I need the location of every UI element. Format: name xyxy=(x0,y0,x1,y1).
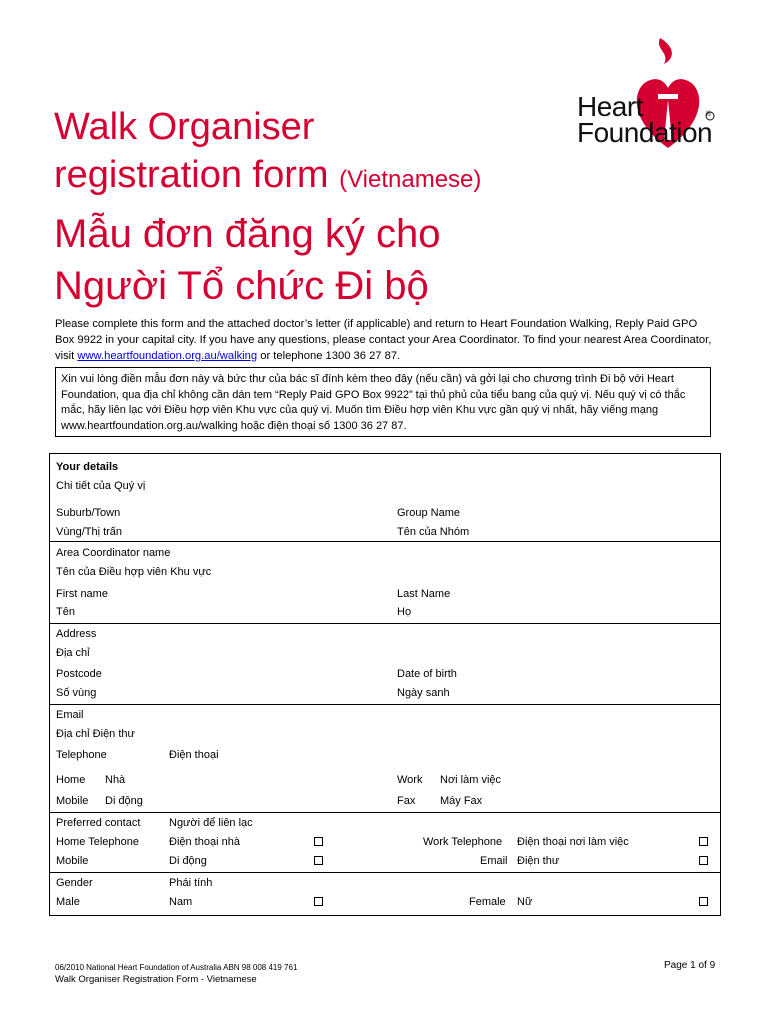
home-telephone-label: Home Telephone xyxy=(56,836,139,848)
female-label-vi: Nữ xyxy=(517,896,533,908)
male-label: Male xyxy=(56,896,80,908)
gender-label: Gender xyxy=(56,877,93,889)
date-of-birth-label: Date of birth xyxy=(397,668,457,680)
address-label-vi: Địa chỉ xyxy=(56,647,90,659)
footer xyxy=(55,962,297,986)
female-checkbox[interactable] xyxy=(699,897,708,906)
walking-link[interactable]: www.heartfoundation.org.au/walking xyxy=(77,350,258,362)
telephone-label: Telephone xyxy=(56,749,107,761)
email-label-vi: Địa chỉ Điện thư xyxy=(56,728,135,740)
your-details-heading: Your details xyxy=(56,461,119,473)
preferred-contact-label: Preferred contact xyxy=(56,817,141,829)
area-coordinator-label-vi: Tên của Điều hợp viên Khu vực xyxy=(56,566,212,578)
male-checkbox[interactable] xyxy=(314,897,323,906)
group-name-label: Group Name xyxy=(397,507,460,519)
intro-text-1: Please complete this form and the attached doctor’s letter (if applicable) and return to Heart Foundation Walking, Reply Paid GPO Box 9922 in your capital city. If you have any questions, please contact your Area Coordinator. To find your nearest Area Coordinator, visit xyxy=(55,318,712,362)
row-divider xyxy=(50,704,720,705)
mobile-checkbox[interactable] xyxy=(314,856,323,865)
fax-label: Fax xyxy=(397,795,416,807)
work-telephone-label-vi: Điện thoại nơi làm việc xyxy=(517,836,629,848)
intro-vietnamese-box: Xin vui lòng điền mẫu đơn này và bức thư của bác sĩ đính kèm theo đây (nếu cần) và gởi lại cho chương trình Đi bộ với Heart Foundation, qua địa chỉ không cần dán tem “Reply Paid GPO Box 9922” tại thủ phủ của tiểu bang của quý vị. Nếu quý vị có thắc mắc, hãy liên lạc với Điều hợp viên Khu vực của quý vị. Muốn tìm Điều hợp viên Khu vực gần quý vị nhất, hãy viếng mạng www.heartfoundation.org.au/walking hoặc điện thoại số 1300 36 27 87. xyxy=(55,367,711,437)
last-name-label-vi: Họ xyxy=(397,606,412,618)
home-label-vi: Nhà xyxy=(105,774,126,786)
logo-text xyxy=(577,91,713,148)
registered-mark: ® xyxy=(706,111,712,118)
telephone-label-vi: Điện thoại xyxy=(169,749,219,761)
logo-line-1: Heart xyxy=(577,91,643,122)
row-divider xyxy=(50,623,720,624)
mobile-label-vi: Di động xyxy=(105,795,143,807)
fax-label-vi: Máy Fax xyxy=(440,795,483,807)
logo-line-2: Foundation xyxy=(577,117,713,148)
heart-foundation-logo xyxy=(560,36,730,156)
gender-label-vi: Phái tính xyxy=(169,877,213,889)
work-label-vi: Nơi làm việc xyxy=(440,774,501,786)
title-line-2-text: registration form xyxy=(54,154,329,196)
area-coordinator-label: Area Coordinator name xyxy=(56,547,171,559)
email-checkbox[interactable] xyxy=(699,856,708,865)
mobile-label: Mobile xyxy=(56,795,89,807)
preferred-email-label: Email xyxy=(480,855,508,867)
details-form xyxy=(49,453,721,916)
home-label: Home xyxy=(56,774,86,786)
footer-line-1: 06/2010 National Heart Foundation of Australia ABN 98 008 419 761 xyxy=(55,963,298,972)
preferred-mobile-label-vi: Di động xyxy=(169,855,207,867)
home-telephone-checkbox[interactable] xyxy=(314,837,323,846)
row-divider xyxy=(50,812,720,813)
home-telephone-label-vi: Điện thoại nhà xyxy=(169,836,240,848)
title-vi-line-2: Người Tổ chức Đi bộ xyxy=(54,264,429,308)
intro-text-2: or telephone 1300 36 27 87. xyxy=(257,350,401,362)
page-title-english xyxy=(54,103,481,204)
preferred-contact-label-vi: Người để liên lạc xyxy=(169,817,253,829)
page-number: Page 1 of 9 xyxy=(664,960,716,971)
suburb-label: Suburb/Town xyxy=(56,507,121,519)
page-title-vietnamese xyxy=(54,208,440,312)
first-name-label-vi: Tên xyxy=(56,606,75,618)
intro-paragraph xyxy=(55,316,715,364)
female-label: Female xyxy=(469,896,506,908)
postcode-label: Postcode xyxy=(56,668,102,680)
title-line-2 xyxy=(54,151,481,204)
preferred-mobile-label: Mobile xyxy=(56,855,89,867)
date-of-birth-label-vi: Ngày sanh xyxy=(397,687,450,699)
work-label: Work xyxy=(397,774,423,786)
address-label: Address xyxy=(56,628,97,640)
first-name-label: First name xyxy=(56,588,108,600)
row-divider xyxy=(50,872,720,873)
group-name-label-vi: Tên của Nhóm xyxy=(397,526,470,538)
title-language: (Vietnamese) xyxy=(339,166,482,193)
preferred-email-label-vi: Điện thư xyxy=(517,855,560,867)
suburb-label-vi: Vùng/Thị trấn xyxy=(56,526,123,538)
last-name-label: Last Name xyxy=(397,588,451,600)
row-divider xyxy=(50,541,720,542)
postcode-label-vi: Số vùng xyxy=(56,687,97,699)
your-details-heading-vi: Chi tiết của Quý vị xyxy=(56,480,146,492)
male-label-vi: Nam xyxy=(169,896,193,908)
title-line-1: Walk Organiser xyxy=(54,106,315,148)
title-vi-line-1: Mẫu đơn đăng ký cho xyxy=(54,212,441,256)
footer-line-2: Walk Organiser Registration Form - Vietnamese xyxy=(55,974,257,985)
work-telephone-label: Work Telephone xyxy=(423,836,503,848)
work-telephone-checkbox[interactable] xyxy=(699,837,708,846)
email-label: Email xyxy=(56,709,84,721)
